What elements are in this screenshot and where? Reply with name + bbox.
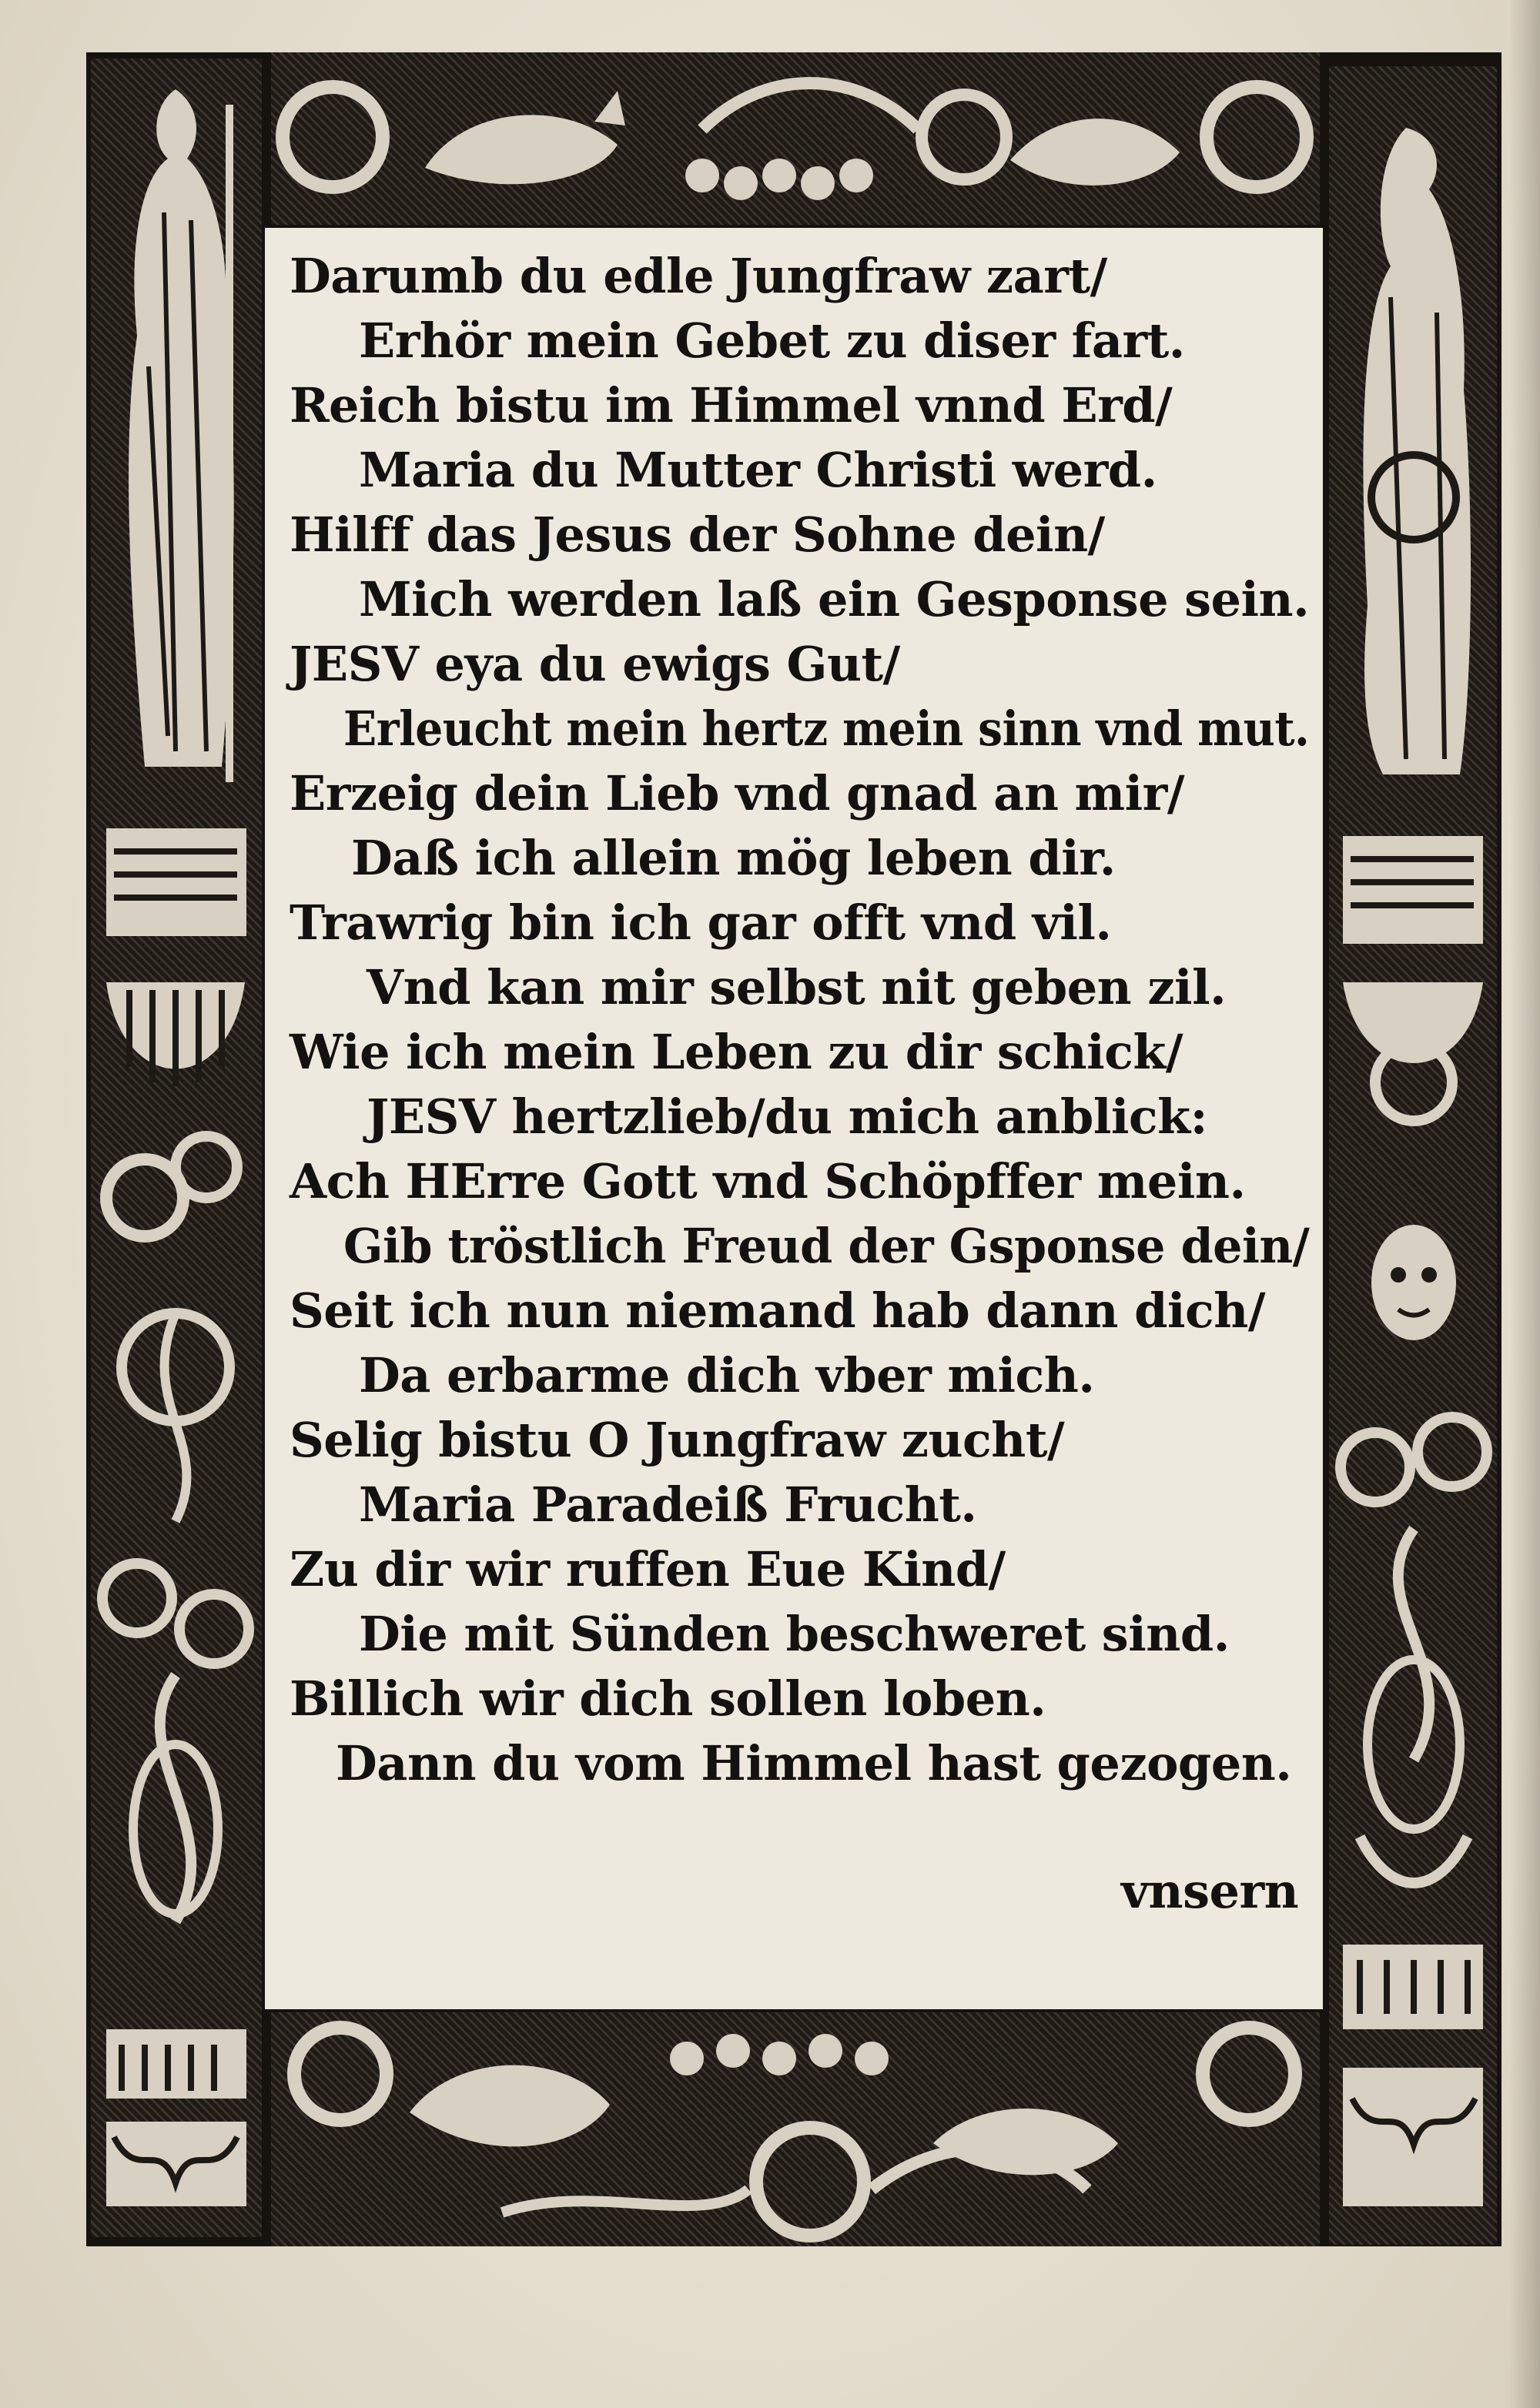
verse-line: Seit ich nun niemand hab dann dich/ bbox=[290, 1283, 1265, 1339]
top-woodcut-border bbox=[271, 52, 1320, 225]
verse-line: Maria Paradeiß Frucht. bbox=[359, 1477, 977, 1533]
verse-line: Zu dir wir ruffen Eue Kind/ bbox=[290, 1541, 1006, 1597]
verse-line: Trawrig bin ich gar offt vnd vil. bbox=[290, 895, 1112, 951]
right-woodcut-border bbox=[1329, 66, 1497, 2245]
bottom-woodcut-illustration bbox=[271, 2012, 1320, 2246]
verse-line: Vnd kan mir selbst nit geben zil. bbox=[367, 959, 1227, 1015]
verse-line: Selig bistu O Jungfraw zucht/ bbox=[290, 1412, 1065, 1468]
verse-line: Dann du vom Himmel hast gezogen. bbox=[336, 1735, 1292, 1791]
verse-line: Gib tröstlich Freud der Gsponse dein/ bbox=[343, 1218, 1310, 1274]
verse-line: Wie ich mein Leben zu dir schick/ bbox=[290, 1024, 1183, 1080]
verse-line: Maria du Mutter Christi werd. bbox=[359, 442, 1157, 498]
verse-line: Darumb du edle Jungfraw zart/ bbox=[290, 248, 1107, 304]
verse-line: Erhör mein Gebet zu diser fart. bbox=[359, 313, 1185, 369]
verse-line: Die mit Sünden beschweret sind. bbox=[359, 1606, 1230, 1662]
left-woodcut-illustration bbox=[91, 59, 262, 2237]
bottom-woodcut-border bbox=[271, 2012, 1320, 2246]
verse-line: Mich werden laß ein Gesponse sein. bbox=[359, 571, 1310, 627]
verse-line: Erleucht mein hertz mein sinn vnd mut. bbox=[343, 701, 1310, 757]
verse-line: JESV eya du ewigs Gut/ bbox=[290, 636, 900, 692]
verse-line: Reich bistu im Himmel vnnd Erd/ bbox=[290, 377, 1173, 433]
right-woodcut-illustration bbox=[1329, 66, 1497, 2245]
verse-line: Da erbarme dich vber mich. bbox=[359, 1347, 1095, 1403]
verse-line: Daß ich allein mög leben dir. bbox=[351, 830, 1116, 886]
verse-line: Billich wir dich sollen loben. bbox=[290, 1671, 1046, 1727]
verse-line: Erzeig dein Lieb vnd gnad an mir/ bbox=[290, 765, 1184, 821]
top-woodcut-illustration bbox=[271, 52, 1320, 225]
verse-line: Ach HErre Gott vnd Schöpffer mein. bbox=[290, 1153, 1246, 1209]
verse-line: Hilff das Jesus der Sohne dein/ bbox=[290, 507, 1105, 563]
verse-line: JESV hertzlieb/du mich anblick: bbox=[367, 1089, 1208, 1145]
left-woodcut-border bbox=[91, 59, 262, 2237]
